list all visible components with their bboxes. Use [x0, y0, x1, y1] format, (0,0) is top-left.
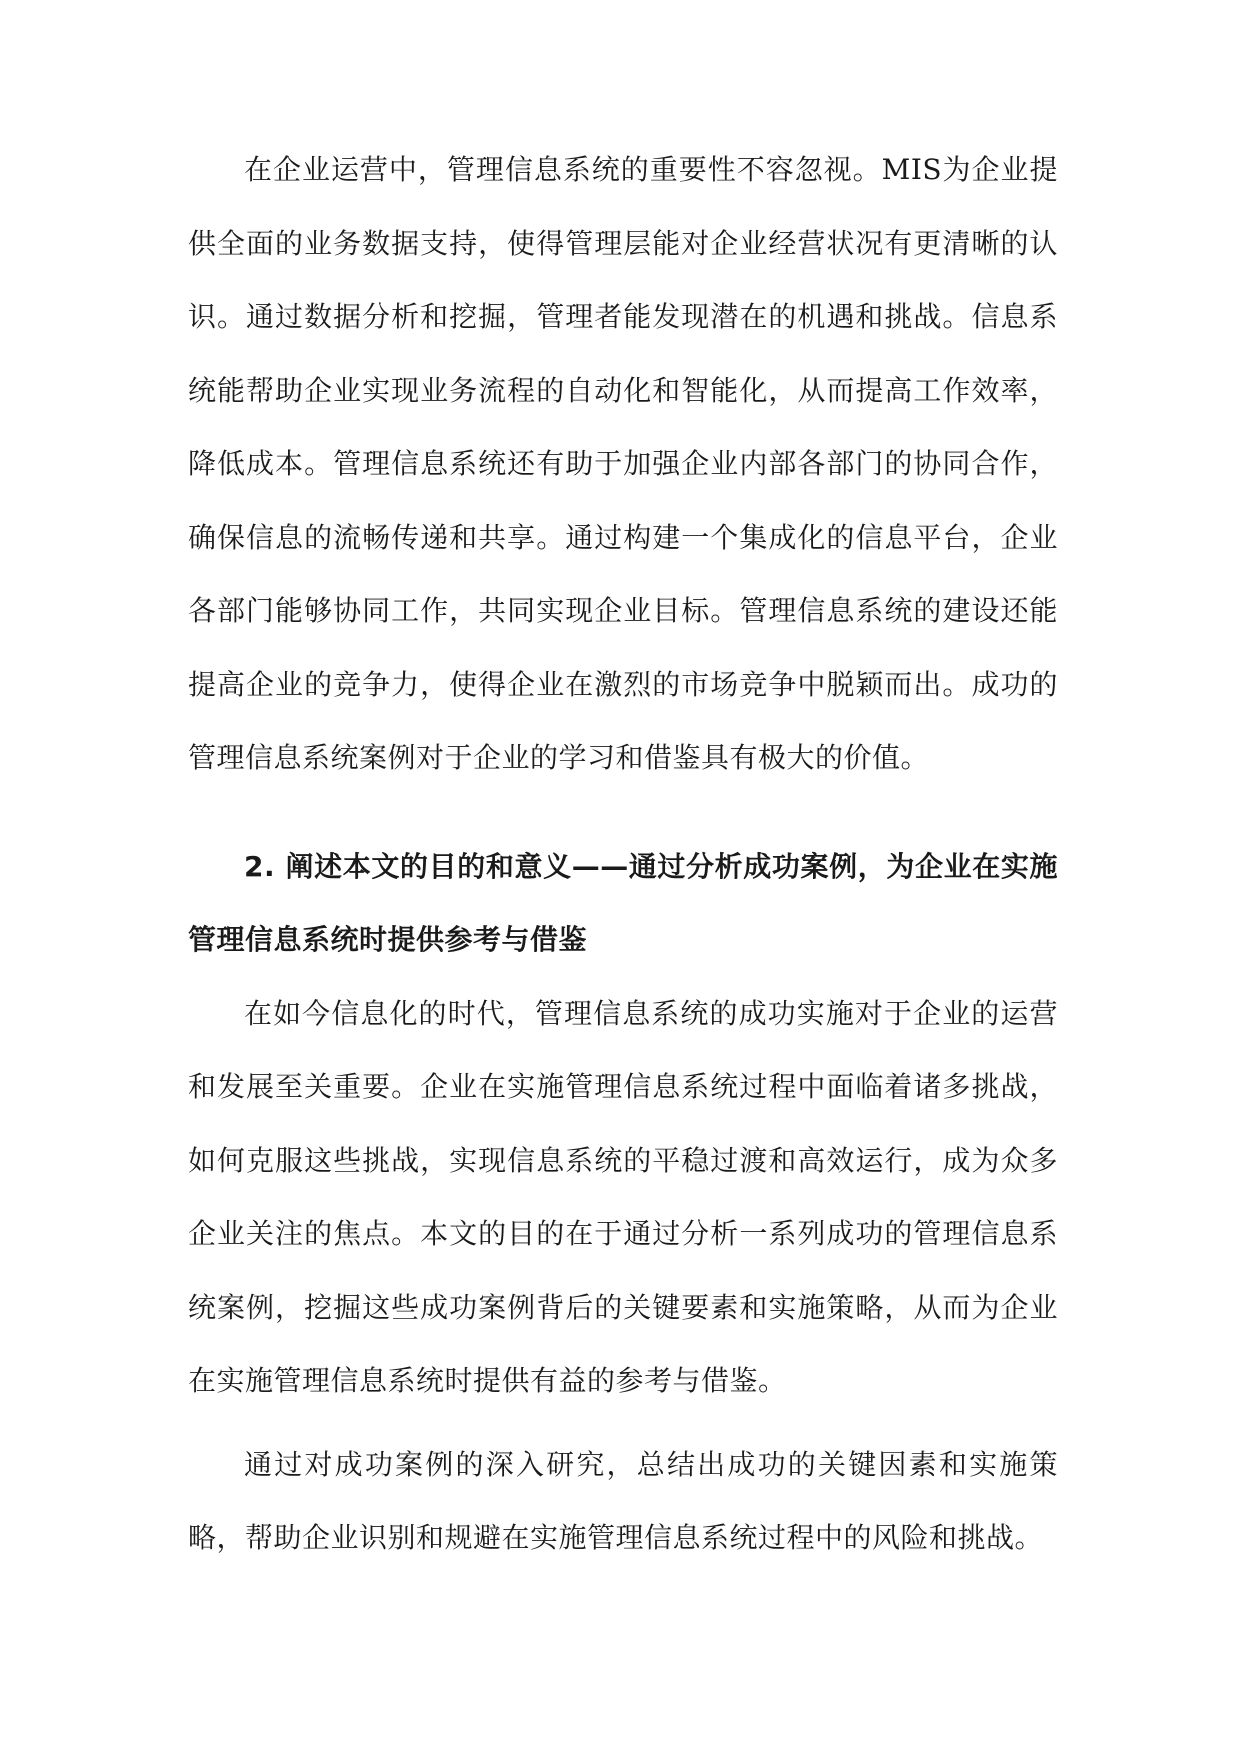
intro-paragraph: 在企业运营中，管理信息系统的重要性不容忽视。MIS为企业提供全面的业务数据支持，使得管理层能对企业经营状况有更清晰的认识。通过数据分析和挖掘，管理者能发现潜在的机遇和挑战。信息系统能帮助企业实现业务流程的自动化和智能化，从而提高工作效率，降低成本。管理信息系统还有助于加强企业内部各部门的协同合作，确保信息的流畅传递和共享。通过构建一个集成化的信息平台，企业各部门能够协同工作，共同实现企业目标。管理信息系统的建设还能提高企业的竞争力，使得企业在激烈的市场竞争中脱颖而出。成功的管理信息系统案例对于企业的学习和借鉴具有极大的价值。 — [188, 153, 1058, 774]
section-heading: 2. 阐述本文的目的和意义——通过分析成功案例，为企业在实施管理信息系统时提供参考与借鉴 — [188, 849, 1058, 956]
document-body — [188, 133, 1058, 1575]
section-paragraph-1: 在如今信息化的时代，管理信息系统的成功实施对于企业的运营和发展至关重要。企业在实施管理信息系统过程中面临着诸多挑战，如何克服这些挑战，实现信息系统的平稳过渡和高效运行，成为众多企业关注的焦点。本文的目的在于通过分析一系列成功的管理信息系统案例，挖掘这些成功案例背后的关键要素和实施策略，从而为企业在实施管理信息系统时提供有益的参考与借鉴。 — [188, 996, 1058, 1397]
section-paragraph-2: 通过对成功案例的深入研究，总结出成功的关键因素和实施策略，帮助企业识别和规避在实施管理信息系统过程中的风险和挑战。 — [188, 1447, 1058, 1554]
section-block — [188, 830, 1058, 977]
